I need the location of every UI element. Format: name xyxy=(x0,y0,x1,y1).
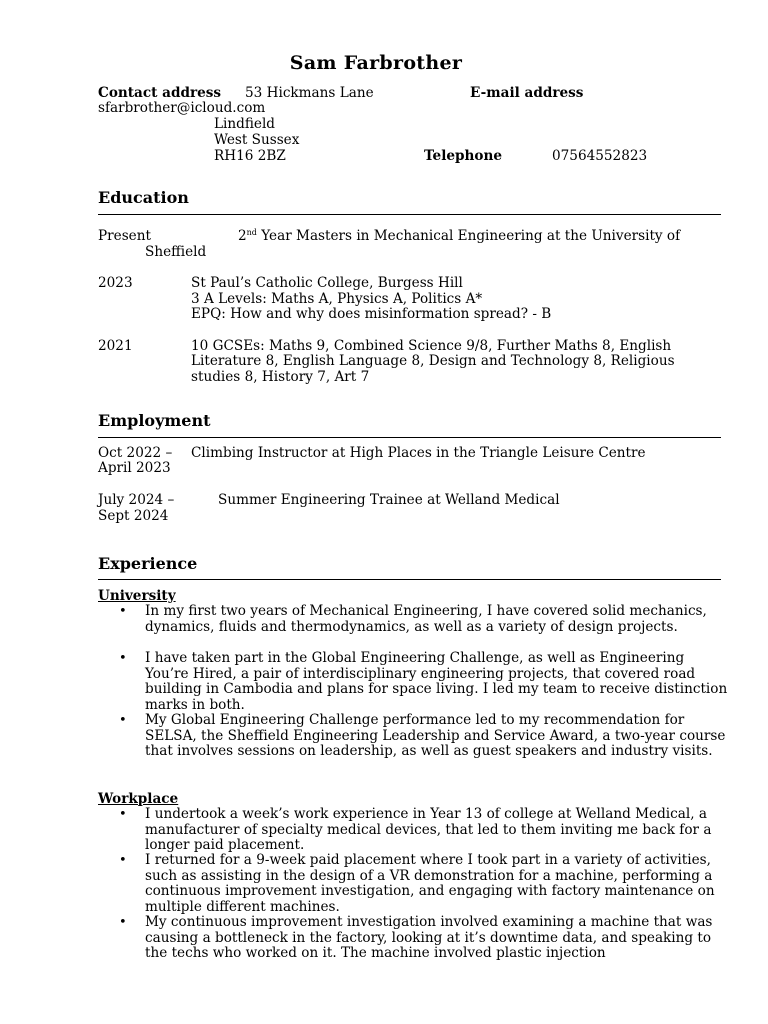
job2-title: Summer Engineering Trainee at Welland Medical xyxy=(218,492,560,508)
workplace-subheading: Workplace xyxy=(98,791,179,807)
education-date-2021: 2021 xyxy=(98,338,133,354)
gcses-line3: studies 8, History 7, Art 7 xyxy=(191,369,370,385)
postcode: RH16 2BZ xyxy=(214,148,286,164)
bullet-icon: • xyxy=(119,915,127,930)
university-bullet-3: My Global Engineering Challenge performance led to my recommendation for SELSA, the Sheffield Engineering Leadership and Service Award, a two-year course that involves sessions on leadership, as well as guest speakers and industry visits. xyxy=(145,712,726,760)
education-divider xyxy=(98,214,721,215)
bullet-icon: • xyxy=(119,651,127,666)
education-date-2023: 2023 xyxy=(98,275,133,291)
bullet-icon: • xyxy=(119,713,127,728)
ordinal-number: 2 xyxy=(238,228,247,244)
university-bullet-2: I have taken part in the Global Engineering Challenge, as well as Engineering You’re Hired, a pair of interdisciplinary engineering projects, that covered road building in Cambodia and plans for space living. I led my team to receive distinction marks in both. xyxy=(145,650,728,714)
contact-address-label: Contact address xyxy=(98,85,222,101)
university-bullet-1: In my first two years of Mechanical Engineering, I have covered solid mechanics, dynamics, fluids and thermodynamics, as well as a variety of design projects. xyxy=(145,603,707,635)
job2-date-start: July 2024 – xyxy=(98,492,175,508)
college-name: St Paul’s Catholic College, Burgess Hill xyxy=(191,275,463,291)
employment-heading: Employment xyxy=(98,411,211,430)
address-line-3: West Sussex xyxy=(214,132,300,148)
education-heading: Education xyxy=(98,188,189,207)
bullet-icon: • xyxy=(119,853,127,868)
telephone-number: 07564552823 xyxy=(552,148,648,164)
address-line-2: Lindfield xyxy=(214,116,275,132)
gcses-line2: Literature 8, English Language 8, Design and Technology 8, Religious xyxy=(191,353,675,369)
employment-divider xyxy=(98,437,721,438)
job1-title: Climbing Instructor at High Places in the Triangle Leisure Centre xyxy=(191,445,646,461)
experience-heading: Experience xyxy=(98,554,198,573)
experience-divider xyxy=(98,579,721,580)
education-masters-line2: Sheffield xyxy=(145,244,207,260)
bullet-icon: • xyxy=(119,807,127,822)
email-address[interactable]: sfarbrother@icloud.com xyxy=(98,100,266,116)
bullet-icon: • xyxy=(119,604,127,619)
workplace-bullet-2: I returned for a 9-week paid placement where I took part in a variety of activities, such as assisting in the design of a VR demonstration for a machine, performing a continuous improvement investigation, and engaging with factory maintenance on multiple different machines. xyxy=(145,852,715,916)
telephone-label: Telephone xyxy=(424,148,503,164)
email-label: E-mail address xyxy=(470,85,584,101)
workplace-bullet-1: I undertook a week’s work experience in Year 13 of college at Welland Medical, a manufacturer of specialty medical devices, that led to them inviting me back for a longer paid placement. xyxy=(145,806,712,854)
education-date-present: Present xyxy=(98,228,151,244)
job2-date-end: Sept 2024 xyxy=(98,508,169,524)
epq: EPQ: How and why does misinformation spread? - B xyxy=(191,306,552,322)
masters-text: Year Masters in Mechanical Engineering at the University of xyxy=(256,228,681,244)
a-levels: 3 A Levels: Maths A, Physics A, Politics A* xyxy=(191,291,483,307)
education-masters-line1 xyxy=(238,228,680,244)
candidate-name: Sam Farbrother xyxy=(289,52,463,74)
workplace-bullet-3: My continuous improvement investigation involved examining a machine that was causing a bottleneck in the factory, looking at it’s downtime data, and speaking to the techs who worked on it. The machine involved plastic injection xyxy=(145,914,713,962)
university-subheading: University xyxy=(98,588,176,604)
gcses-line1: 10 GCSEs: Maths 9, Combined Science 9/8, Further Maths 8, English xyxy=(191,338,672,354)
address-line-1: 53 Hickmans Lane xyxy=(245,85,374,101)
ordinal-suffix: nd xyxy=(246,228,257,237)
job1-date-end: April 2023 xyxy=(98,460,171,476)
job1-date-start: Oct 2022 – xyxy=(98,445,173,461)
